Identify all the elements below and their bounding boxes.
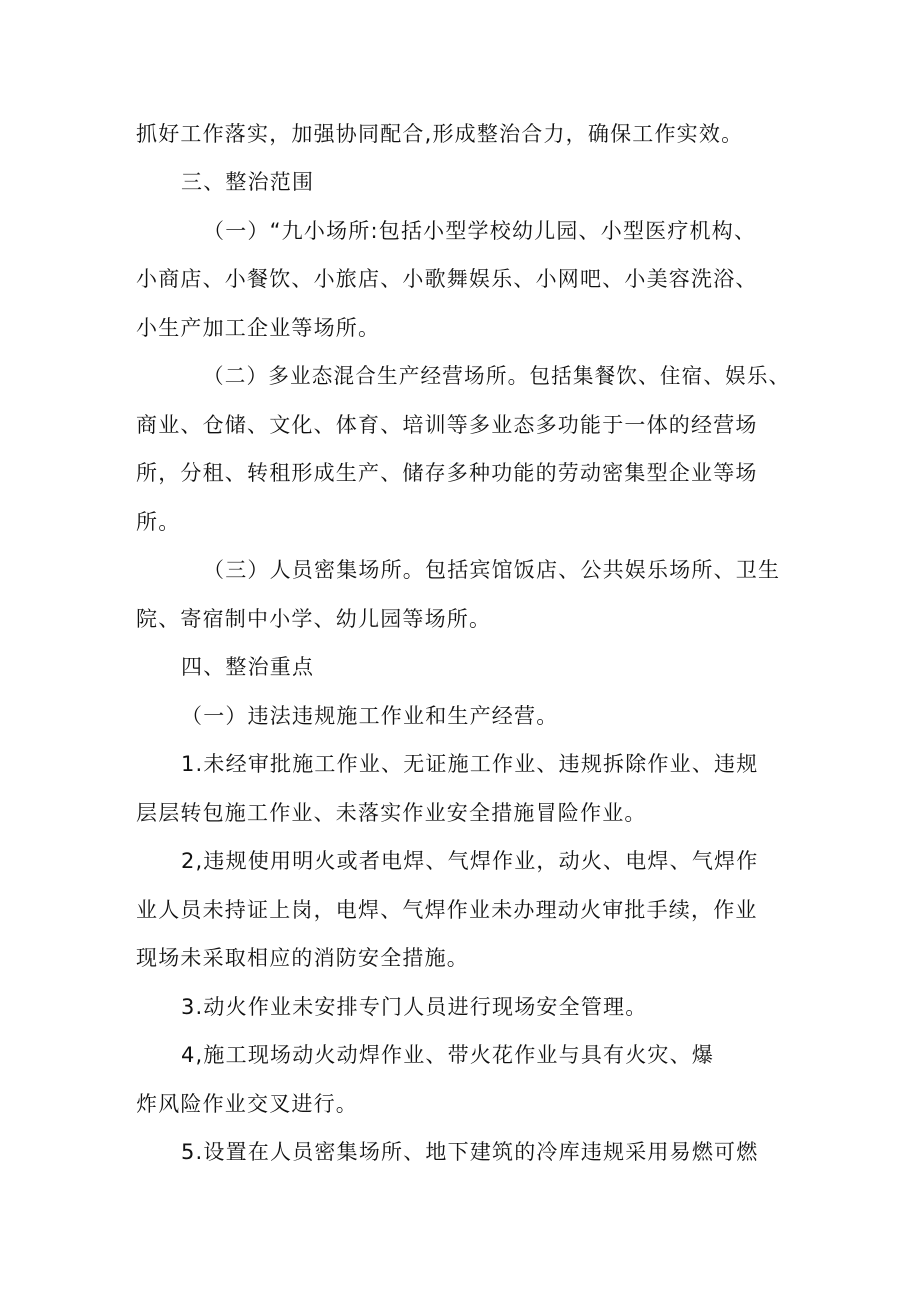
focus-subheading-1: （一）违法违规施工作业和生产经营。 [181,704,559,728]
range-item-3-line-2: 院、寄宿制中小学、幼儿园等场所。 [136,607,492,631]
focus-point-2-line-3: 现场未采取相应的消防安全措施。 [136,946,469,970]
focus-point-2-line-2: 业人员未持证上岗，电焊、气焊作业未办理动火审批手续，作业 [136,898,758,922]
range-item-2-line-2: 商业、仓储、文化、体育、培训等多业态多功能于一体的经营场 [136,413,758,437]
range-item-3-line-1: （三）人员密集场所。包括宾馆饭店、公共娱乐场所、卫生 [203,558,781,582]
focus-point-3-line-1: 3.动火作业未安排专门人员进行现场安全管理。 [181,995,648,1019]
range-item-1-line-1: （一）“九小场所:包括小型学校幼儿园、小型医疗机构、 [203,219,757,243]
focus-point-4-line-1: 4,施工现场动火动焊作业、带火花作业与具有火灾、爆 [181,1043,715,1067]
range-item-2-line-4: 所。 [136,510,181,534]
focus-point-2-line-1: 2,违规使用明火或者电焊、气焊作业，动火、电焊、气焊作 [181,849,759,873]
section-4-heading: 四、整治重点 [181,655,315,679]
range-item-2-line-3: 所，分租、转租形成生产、储存多种功能的劳动密集型企业等场 [136,461,758,485]
focus-point-5-line-1: 5.设置在人员密集场所、地下建筑的冷库违规采用易燃可燃 [181,1140,759,1164]
focus-point-1-line-1: 1.未经审批施工作业、无证施工作业、违规拆除作业、违规 [181,752,759,776]
focus-point-4-line-2: 炸风险作业交叉进行。 [136,1092,358,1116]
range-item-1-line-3: 小生产加工企业等场所。 [136,316,381,340]
focus-point-1-line-2: 层层转包施工作业、未落实作业安全措施冒险作业。 [136,801,647,825]
section-3-heading: 三、整治范围 [181,170,315,194]
range-item-2-line-1: （二）多业态混合生产经营场所。包括集餐饮、住宿、娱乐、 [203,364,791,388]
intro-tail-line: 抓好工作落实，加强协同配合,形成整治合力，确保工作实效。 [136,122,744,146]
range-item-1-line-2: 小商店、小餐饮、小旅店、小歌舞娱乐、小网吧、小美容洗浴、 [136,267,758,291]
